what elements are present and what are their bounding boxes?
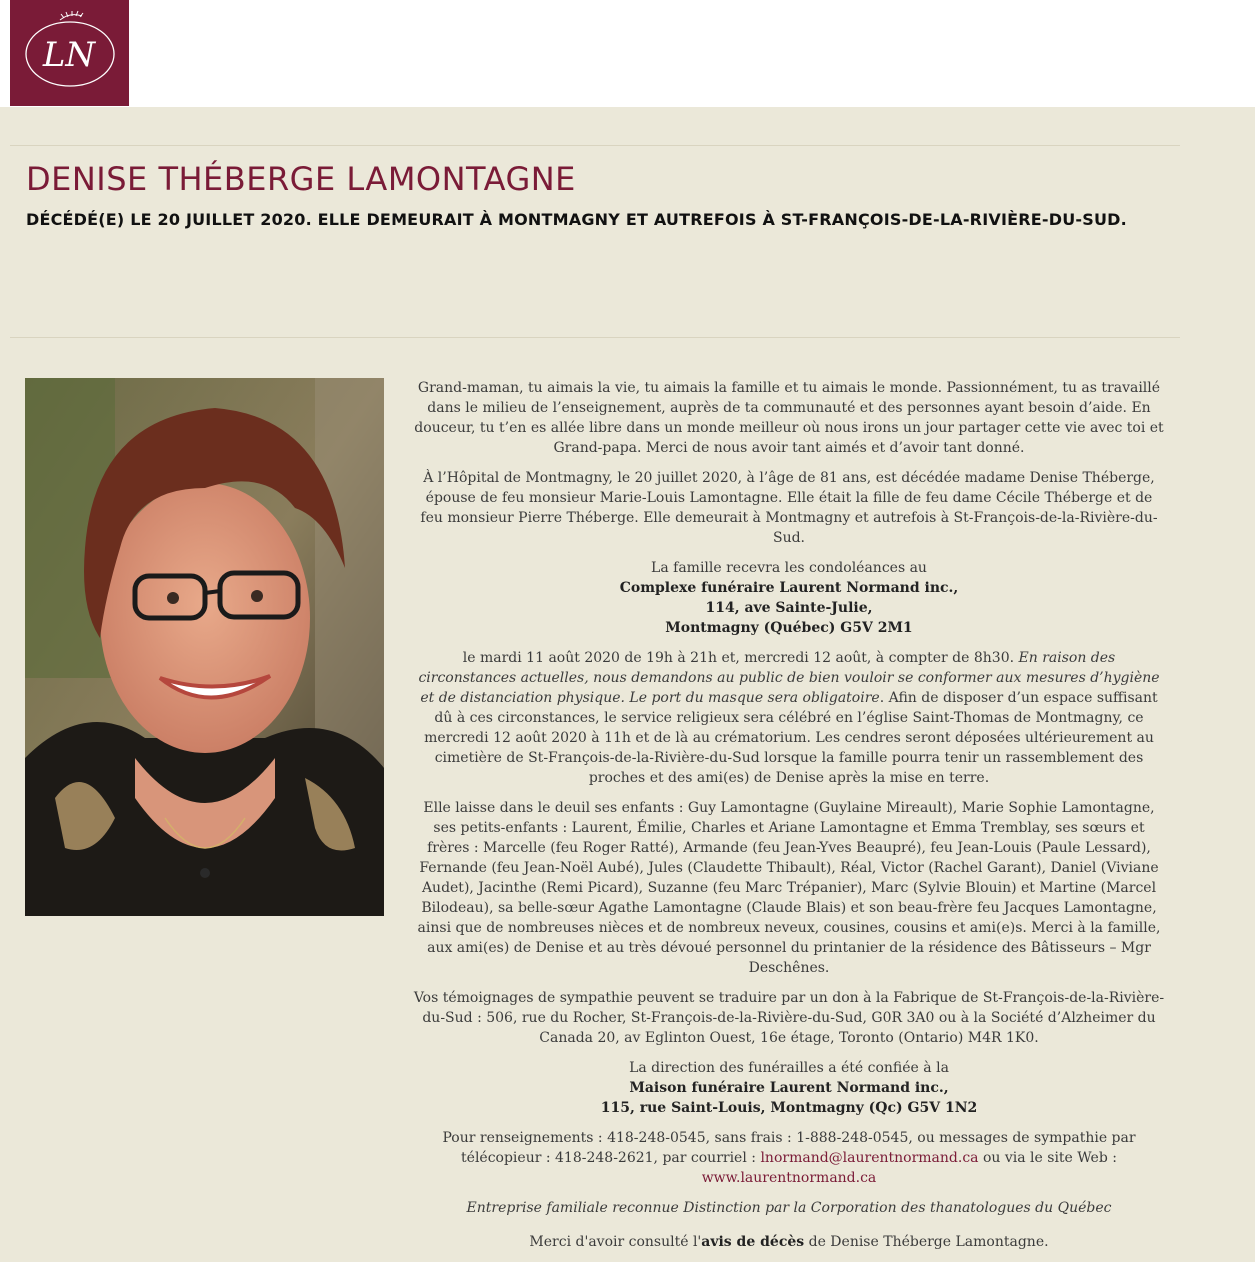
direction-intro: La direction des funérailles a été confiée à la (629, 1060, 949, 1076)
paragraph-family: Elle laisse dans le deuil ses enfants : Guy Lamontagne (Guylaine Mireault), Marie Sophie Lamontagne, ses petits-enfants : Laurent, Émilie, Charles et Ariane Lamontagne et Emma Tremblay, ses sœurs et frères : Marcelle (feu Roger Ratté), Armande (feu Jean-Yves Beaupré), feu Jean-Louis (Paule Lessard), Fernande (feu Jean-Noël Aubé), Jules (Claudette Thibault), Réal, Victor (Rachel Garant), Daniel (Viviane Audet), Jacinthe (Remi Picard), Suzanne (feu Marc Trépanier), Marc (Sylvie Blouin) et Martine (Marcel Bilodeau), sa belle-sœur Agathe Lamontagne (Claude Blais) et son beau-frère feu Jacques Lamontagne, ainsi que de nombreuses nièces et de nombreux neveux, cousines, cousins et ami(e)s. Merci à la famille, aux ami(es) de Denise et au très dévoué personnel du printanier de la résidence des Bâtisseurs – Mgr Deschênes. (417, 800, 1161, 976)
service-details: . Afin de disposer d’un espace suffisant dû à ces circonstances, le service religieux sera célébré en l’église Saint-Thomas de Montmagny, ce mercredi 12 août 2020 à 11h et de là au crématorium. Les cendres seront déposées ultérieurement au cimetière de St-François-de-la-Rivière-du-Sud lorsque la famille pourra tenir un rassemblement des proches et des ami(es) de Denise après la mise en terre. (424, 690, 1158, 786)
direction-block (413, 1058, 1165, 1118)
visitation-block (413, 558, 1165, 638)
visitation-intro: La famille recevra les condoléances au (651, 560, 927, 576)
email-link[interactable]: lnormand@laurentnormand.ca (760, 1150, 979, 1166)
portrait-image (25, 378, 384, 916)
obituary-text (413, 378, 1165, 1262)
thanks-prefix: Merci d'avoir consulté l' (529, 1234, 702, 1250)
thanks-bold: avis de décès (701, 1234, 805, 1250)
paragraph-tribute: Grand-maman, tu aimais la vie, tu aimais la famille et tu aimais le monde. Passionnément, tu as travaillé dans le milieu de l’enseignement, auprès de ta communauté et des personnes ayant besoin d’aide. En douceur, tu t’en es allée libre dans un monde meilleur où nous irons un jour partager cette vie avec toi et Grand-papa. Merci de nous avoir tant aimés et d’avoir tant donné. (414, 380, 1164, 456)
logo[interactable] (10, 0, 129, 106)
thanks-line (413, 1232, 1165, 1252)
paragraph-service (413, 648, 1165, 788)
divider-bottom (10, 337, 1180, 338)
service-times: le mardi 11 août 2020 de 19h à 21h et, mercredi 12 août, à compter de 8h30. (462, 650, 1015, 666)
logo-mark-icon (10, 0, 129, 106)
logo-text: LN (42, 35, 96, 75)
covid-notice: En raison des circonstances actuelles, nous demandons au public de bien vouloir se conformer aux mesures d’hygiène et de distanciation physique. Le port du masque sera obligatoire (418, 650, 1160, 706)
top-bar (0, 0, 1255, 107)
thanks-suffix: de Denise Théberge Lamontagne. (808, 1234, 1049, 1250)
distinction-note: Entreprise familiale reconnue Distinction par la Corporation des thanatologues du Québec (466, 1200, 1112, 1216)
direction-place: Maison funéraire Laurent Normand inc., (629, 1080, 949, 1096)
paragraph-contact (413, 1128, 1165, 1188)
paragraph-donations: Vos témoignages de sympathie peuvent se traduire par un don à la Fabrique de St-François-de-la-Rivière-du-Sud : 506, rue du Rocher, St-François-de-la-Rivière-du-Sud, G0R 3A0 ou à la Société d’Alzheimer du Canada 20, av Eglinton Ouest, 16e étage, Toronto (Ontario) M4R 1K0. (413, 990, 1165, 1046)
divider-top (10, 145, 1180, 146)
contact-phones: Pour renseignements : 418-248-0545, sans frais : 1-888-248-0545, ou messages de sympathie par télécopieur : 418-248-2621, par courriel : (442, 1130, 1136, 1166)
visitation-place: Complexe funéraire Laurent Normand inc., (619, 580, 959, 596)
website-link[interactable]: www.laurentnormand.ca (701, 1170, 877, 1186)
paragraph-death-notice: À l’Hôpital de Montmagny, le 20 juillet 2020, à l’âge de 81 ans, est décédée madame Denise Théberge, épouse de feu monsieur Marie-Louis Lamontagne. Elle était la fille de feu dame Cécile Théberge et de feu monsieur Pierre Théberge. Elle demeurait à Montmagny et autrefois à St-François-de-la-Rivière-du-Sud. (420, 470, 1158, 546)
visitation-city: Montmagny (Québec) G5V 2M1 (665, 620, 913, 636)
page-title: DENISE THÉBERGE LAMONTAGNE (26, 160, 576, 198)
portrait-photo (25, 378, 384, 916)
visitation-street: 114, ave Sainte-Julie, (705, 600, 873, 616)
page-subtitle: DÉCÉDÉ(E) LE 20 JUILLET 2020. ELLE DEMEURAIT À MONTMAGNY ET AUTREFOIS À ST-FRANÇOIS-DE-LA-RIVIÈRE-DU-SUD. (26, 210, 1127, 229)
direction-address: 115, rue Saint-Louis, Montmagny (Qc) G5V 1N2 (600, 1100, 978, 1116)
contact-web-label: ou via le site Web : (982, 1150, 1117, 1166)
